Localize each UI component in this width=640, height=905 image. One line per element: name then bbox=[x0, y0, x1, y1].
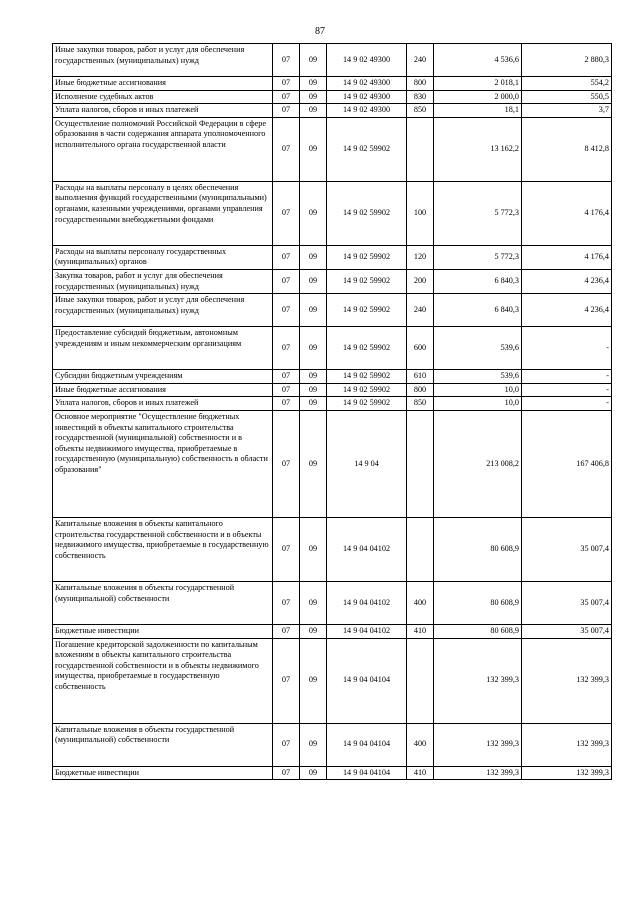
section-code: 07 bbox=[273, 766, 300, 780]
subsection-code: 09 bbox=[300, 410, 327, 517]
expense-name: Уплата налогов, сборов и иных платежей bbox=[53, 104, 273, 118]
amount-planned: 213 008,2 bbox=[434, 410, 522, 517]
target-article-code: 14 9 02 49300 bbox=[327, 77, 407, 91]
expense-type-code: 120 bbox=[407, 245, 434, 269]
target-article-code: 14 9 02 49300 bbox=[327, 90, 407, 104]
amount-executed: 132 399,3 bbox=[522, 638, 612, 723]
subsection-code: 09 bbox=[300, 327, 327, 370]
expense-name: Исполнение судебных актов bbox=[53, 90, 273, 104]
amount-executed: 35 007,4 bbox=[522, 581, 612, 624]
amount-executed: 35 007,4 bbox=[522, 624, 612, 638]
table-row bbox=[53, 383, 612, 397]
subsection-code: 09 bbox=[300, 44, 327, 77]
table-row bbox=[53, 410, 612, 517]
amount-executed: 132 399,3 bbox=[522, 766, 612, 780]
section-code: 07 bbox=[273, 294, 300, 327]
amount-executed: - bbox=[522, 327, 612, 370]
subsection-code: 09 bbox=[300, 77, 327, 91]
expense-type-code: 410 bbox=[407, 766, 434, 780]
amount-executed: - bbox=[522, 370, 612, 384]
table-row bbox=[53, 370, 612, 384]
subsection-code: 09 bbox=[300, 723, 327, 766]
table-row bbox=[53, 181, 612, 245]
subsection-code: 09 bbox=[300, 90, 327, 104]
expense-type-code: 240 bbox=[407, 294, 434, 327]
subsection-code: 09 bbox=[300, 383, 327, 397]
amount-planned: 6 840,3 bbox=[434, 269, 522, 293]
expense-name: Капитальные вложения в объекты капитального строительства государственной собственности и в объекты недвижимого имущества, приобретаемые в государственную собственность bbox=[53, 517, 273, 581]
amount-executed: - bbox=[522, 397, 612, 411]
target-article-code: 14 9 02 59902 bbox=[327, 397, 407, 411]
amount-planned: 10,0 bbox=[434, 397, 522, 411]
amount-planned: 5 772,3 bbox=[434, 245, 522, 269]
expense-name: Погашение кредиторской задолженности по капитальным вложениям в объекты капитального строительства государственной собственности и в объекты недвижимого имущества, приобретаемые в государственную собственность bbox=[53, 638, 273, 723]
expense-name: Капитальные вложения в объекты государственной (муниципальной) собственности bbox=[53, 581, 273, 624]
section-code: 07 bbox=[273, 397, 300, 411]
amount-executed: 4 176,4 bbox=[522, 245, 612, 269]
expense-type-code: 240 bbox=[407, 44, 434, 77]
amount-executed: 554,2 bbox=[522, 77, 612, 91]
amount-executed: 132 399,3 bbox=[522, 723, 612, 766]
target-article-code: 14 9 02 59902 bbox=[327, 181, 407, 245]
subsection-code: 09 bbox=[300, 181, 327, 245]
amount-executed: 550,5 bbox=[522, 90, 612, 104]
amount-planned: 13 162,2 bbox=[434, 117, 522, 181]
expense-name: Бюджетные инвестиции bbox=[53, 624, 273, 638]
subsection-code: 09 bbox=[300, 766, 327, 780]
expense-name: Закупка товаров, работ и услуг для обеспечения государственных (муниципальных) нужд bbox=[53, 269, 273, 293]
amount-planned: 2 000,0 bbox=[434, 90, 522, 104]
expense-type-code: 200 bbox=[407, 269, 434, 293]
expense-name: Расходы на выплаты персоналу государственных (муниципальных) органов bbox=[53, 245, 273, 269]
expense-name: Расходы на выплаты персоналу в целях обеспечения выполнения функций государственными (муниципальными) органами, казенными учреждениями, органами управления государственными внебюджетными фондами bbox=[53, 181, 273, 245]
amount-planned: 5 772,3 bbox=[434, 181, 522, 245]
amount-planned: 80 608,9 bbox=[434, 581, 522, 624]
amount-executed: 4 176,4 bbox=[522, 181, 612, 245]
subsection-code: 09 bbox=[300, 517, 327, 581]
subsection-code: 09 bbox=[300, 370, 327, 384]
expense-name: Капитальные вложения в объекты государственной (муниципальной) собственности bbox=[53, 723, 273, 766]
subsection-code: 09 bbox=[300, 245, 327, 269]
page-number: 87 bbox=[315, 26, 325, 37]
table-row bbox=[53, 77, 612, 91]
expense-type-code bbox=[407, 117, 434, 181]
table-row bbox=[53, 624, 612, 638]
section-code: 07 bbox=[273, 77, 300, 91]
subsection-code: 09 bbox=[300, 294, 327, 327]
section-code: 07 bbox=[273, 517, 300, 581]
table-row bbox=[53, 44, 612, 77]
table-row bbox=[53, 766, 612, 780]
expense-type-code bbox=[407, 410, 434, 517]
target-article-code: 14 9 02 49300 bbox=[327, 104, 407, 118]
target-article-code: 14 9 04 04104 bbox=[327, 638, 407, 723]
expense-name: Бюджетные инвестиции bbox=[53, 766, 273, 780]
subsection-code: 09 bbox=[300, 624, 327, 638]
section-code: 07 bbox=[273, 410, 300, 517]
section-code: 07 bbox=[273, 90, 300, 104]
table-row bbox=[53, 723, 612, 766]
expense-type-code: 600 bbox=[407, 327, 434, 370]
target-article-code: 14 9 04 04102 bbox=[327, 624, 407, 638]
amount-executed: 4 236,4 bbox=[522, 269, 612, 293]
amount-executed: 2 880,3 bbox=[522, 44, 612, 77]
table-row bbox=[53, 397, 612, 411]
subsection-code: 09 bbox=[300, 269, 327, 293]
expense-type-code bbox=[407, 638, 434, 723]
section-code: 07 bbox=[273, 581, 300, 624]
amount-executed: 8 412,8 bbox=[522, 117, 612, 181]
expense-name: Иные закупки товаров, работ и услуг для обеспечения государственных (муниципальных) нужд bbox=[53, 44, 273, 77]
table-row bbox=[53, 581, 612, 624]
expense-type-code: 830 bbox=[407, 90, 434, 104]
expense-name: Иные закупки товаров, работ и услуг для обеспечения государственных (муниципальных) нужд bbox=[53, 294, 273, 327]
expense-name: Иные бюджетные ассигнования bbox=[53, 77, 273, 91]
section-code: 07 bbox=[273, 44, 300, 77]
section-code: 07 bbox=[273, 245, 300, 269]
table-row bbox=[53, 245, 612, 269]
target-article-code: 14 9 02 59902 bbox=[327, 327, 407, 370]
target-article-code: 14 9 02 49300 bbox=[327, 44, 407, 77]
target-article-code: 14 9 02 59902 bbox=[327, 294, 407, 327]
section-code: 07 bbox=[273, 104, 300, 118]
amount-planned: 539,6 bbox=[434, 370, 522, 384]
amount-planned: 132 399,3 bbox=[434, 723, 522, 766]
target-article-code: 14 9 04 04102 bbox=[327, 517, 407, 581]
budget-table bbox=[52, 43, 612, 780]
table-row bbox=[53, 269, 612, 293]
target-article-code: 14 9 02 59902 bbox=[327, 245, 407, 269]
amount-executed: 167 406,8 bbox=[522, 410, 612, 517]
subsection-code: 09 bbox=[300, 397, 327, 411]
amount-planned: 80 608,9 bbox=[434, 517, 522, 581]
table-row bbox=[53, 104, 612, 118]
amount-planned: 6 840,3 bbox=[434, 294, 522, 327]
amount-planned: 18,1 bbox=[434, 104, 522, 118]
target-article-code: 14 9 02 59902 bbox=[327, 383, 407, 397]
amount-executed: 4 236,4 bbox=[522, 294, 612, 327]
section-code: 07 bbox=[273, 370, 300, 384]
target-article-code: 14 9 02 59902 bbox=[327, 370, 407, 384]
expense-type-code: 850 bbox=[407, 104, 434, 118]
table-row bbox=[53, 90, 612, 104]
table-body bbox=[53, 44, 612, 780]
section-code: 07 bbox=[273, 181, 300, 245]
expense-type-code: 800 bbox=[407, 77, 434, 91]
target-article-code: 14 9 02 59902 bbox=[327, 117, 407, 181]
expense-name: Иные бюджетные ассигнования bbox=[53, 383, 273, 397]
subsection-code: 09 bbox=[300, 638, 327, 723]
expense-type-code: 850 bbox=[407, 397, 434, 411]
target-article-code: 14 9 04 04104 bbox=[327, 723, 407, 766]
table-row bbox=[53, 294, 612, 327]
expense-name: Основное мероприятие "Осуществление бюджетных инвестиций в объекты капитального строительства государственной (муниципальной) собственности и в объекты недвижимого имущества, приобретаемые в государственную (муниципальную) собственность в области образования" bbox=[53, 410, 273, 517]
section-code: 07 bbox=[273, 638, 300, 723]
section-code: 07 bbox=[273, 117, 300, 181]
section-code: 07 bbox=[273, 723, 300, 766]
amount-planned: 539,6 bbox=[434, 327, 522, 370]
subsection-code: 09 bbox=[300, 117, 327, 181]
expense-name: Предоставление субсидий бюджетным, автономным учреждениям и иным некоммерческим организациям bbox=[53, 327, 273, 370]
expense-name: Уплата налогов, сборов и иных платежей bbox=[53, 397, 273, 411]
section-code: 07 bbox=[273, 327, 300, 370]
table-row bbox=[53, 638, 612, 723]
amount-planned: 132 399,3 bbox=[434, 638, 522, 723]
expense-type-code: 400 bbox=[407, 723, 434, 766]
section-code: 07 bbox=[273, 383, 300, 397]
table-row bbox=[53, 517, 612, 581]
expense-type-code: 400 bbox=[407, 581, 434, 624]
amount-executed: 3,7 bbox=[522, 104, 612, 118]
amount-executed: - bbox=[522, 383, 612, 397]
amount-planned: 4 536,6 bbox=[434, 44, 522, 77]
section-code: 07 bbox=[273, 624, 300, 638]
expense-type-code: 800 bbox=[407, 383, 434, 397]
amount-planned: 132 399,3 bbox=[434, 766, 522, 780]
target-article-code: 14 9 04 04104 bbox=[327, 766, 407, 780]
amount-planned: 10,0 bbox=[434, 383, 522, 397]
expense-type-code bbox=[407, 517, 434, 581]
expense-type-code: 610 bbox=[407, 370, 434, 384]
table-row bbox=[53, 327, 612, 370]
expense-name: Субсидии бюджетным учреждениям bbox=[53, 370, 273, 384]
target-article-code: 14 9 04 bbox=[327, 410, 407, 517]
expense-type-code: 410 bbox=[407, 624, 434, 638]
amount-planned: 2 018,1 bbox=[434, 77, 522, 91]
expense-name: Осуществление полномочий Российской Федерации в сфере образования в части содержания аппарата уполномоченного исполнительного органа государственной власти bbox=[53, 117, 273, 181]
amount-executed: 35 007,4 bbox=[522, 517, 612, 581]
table-row bbox=[53, 117, 612, 181]
target-article-code: 14 9 04 04102 bbox=[327, 581, 407, 624]
target-article-code: 14 9 02 59902 bbox=[327, 269, 407, 293]
subsection-code: 09 bbox=[300, 581, 327, 624]
section-code: 07 bbox=[273, 269, 300, 293]
expense-type-code: 100 bbox=[407, 181, 434, 245]
amount-planned: 80 608,9 bbox=[434, 624, 522, 638]
subsection-code: 09 bbox=[300, 104, 327, 118]
